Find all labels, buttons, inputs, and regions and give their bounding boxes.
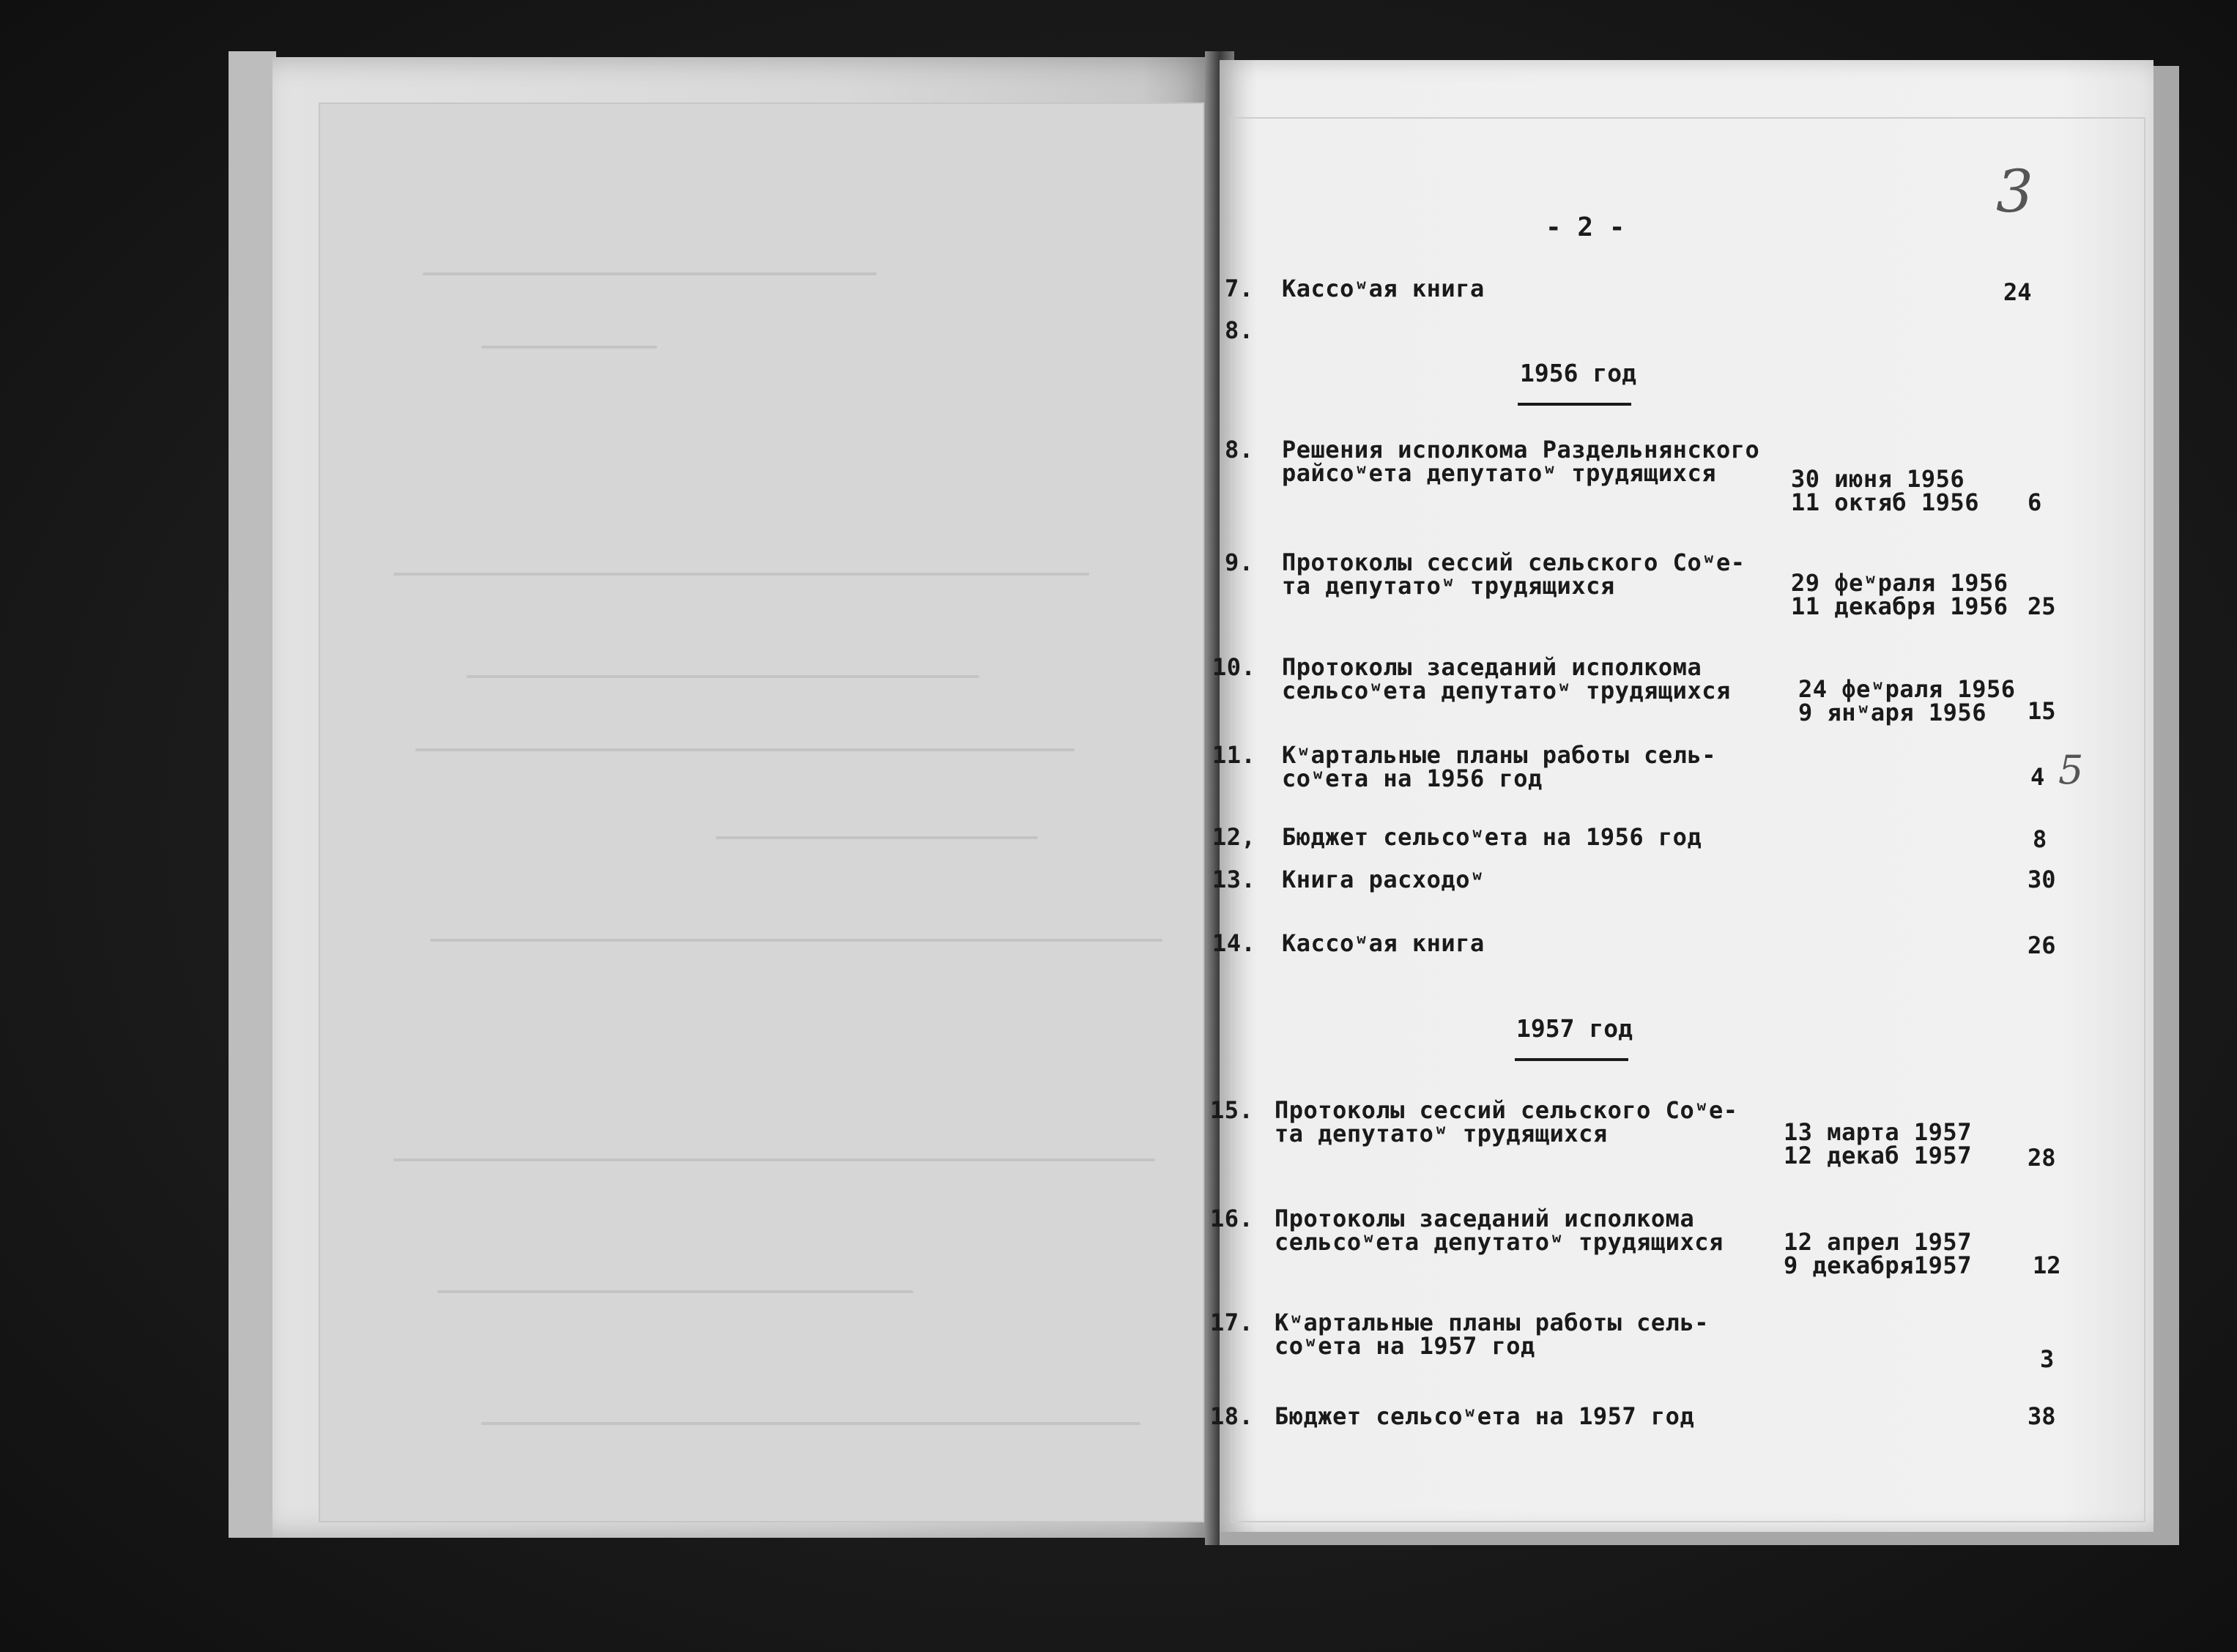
bleed-through-line	[437, 1290, 913, 1293]
entry-number: 16.	[1210, 1205, 1254, 1232]
entry-sheets: 25	[2028, 592, 2056, 620]
entry-sheets: 24	[2003, 278, 2032, 306]
entry-sheets: 15	[2028, 697, 2056, 725]
entry-sheets: 8	[2033, 825, 2047, 853]
entry-title: Кассоʷая книга	[1282, 275, 1485, 302]
entry-title: Кʷартальные планы работы сель- соʷета на 1957 год	[1275, 1309, 1709, 1360]
entry-number: 8.	[1225, 436, 1254, 464]
bleed-through-line	[716, 836, 1038, 839]
pencil-folio-number: 3	[1996, 157, 2033, 226]
entry-dates: 12 апрел 1957 9 декабря1957	[1784, 1228, 1972, 1279]
entry-title: Бюджет сельсоʷета на 1957 год	[1275, 1402, 1695, 1430]
bleed-through-line	[481, 346, 657, 349]
book-cover-edge	[229, 51, 276, 1538]
section-underline	[1515, 1058, 1628, 1061]
entry-sheets: 28	[2028, 1144, 2056, 1172]
section-heading-1957: 1957 год	[1516, 1014, 1633, 1043]
entry-sheets: 26	[2028, 931, 2056, 959]
bleed-through-line	[423, 272, 877, 275]
entry-sheets: 30	[2028, 866, 2056, 893]
entry-sheets: 38	[2028, 1402, 2056, 1430]
entry-number: 14.	[1212, 929, 1256, 957]
entry-number: 7.	[1225, 275, 1254, 302]
entry-title: Протоколы сессий сельского Соʷе- та депутатоʷ трудящихся	[1282, 548, 1746, 600]
entry-number: 17.	[1210, 1309, 1254, 1336]
left-page-bleedthrough	[319, 103, 1204, 1522]
bleed-through-line	[481, 1422, 1140, 1425]
entry-title: Решения исполкома Раздельнянского райсоʷета депутатоʷ трудящихся	[1282, 436, 1760, 487]
entry-title: Протоколы заседаний исполкома сельсоʷета депутатоʷ трудящихся	[1282, 653, 1731, 704]
entry-title: Кассоʷая книга	[1282, 929, 1485, 957]
entry-dates: 13 марта 1957 12 декаб 1957	[1784, 1118, 1972, 1169]
bleed-through-line	[393, 573, 1089, 576]
entry-dates: 29 феʷраля 1956 11 декабря 1956	[1791, 569, 2008, 620]
entry-dates: 30 июня 1956 11 октяб 1956	[1791, 465, 1979, 516]
entry-dates: 24 феʷраля 1956 9 янʷаря 1956	[1798, 675, 2016, 726]
entry-number: 18.	[1210, 1402, 1254, 1430]
entry-title: Протоколы заседаний исполкома сельсоʷета депутатоʷ трудящихся	[1275, 1205, 1724, 1256]
entry-title: Книга расходоʷ	[1282, 866, 1485, 893]
entry-sheets: 6	[2028, 488, 2042, 516]
entry-number: 10.	[1212, 653, 1256, 681]
bleed-through-line	[393, 1158, 1155, 1161]
entry-number: 8.	[1225, 316, 1254, 344]
section-underline	[1518, 403, 1631, 406]
entry-sheets: 12	[2033, 1251, 2061, 1279]
pencil-correction: 5	[2058, 747, 2084, 793]
entry-title: Кʷартальные планы работы сель- соʷета на 1956 год	[1282, 741, 1716, 792]
entry-title: Бюджет сельсоʷета на 1956 год	[1282, 823, 1702, 851]
page-number: - 2 -	[1546, 212, 1625, 242]
bleed-through-line	[430, 939, 1162, 942]
entry-sheets: 3	[2040, 1345, 2055, 1373]
entry-title: Протоколы сессий сельского Соʷе- та депутатоʷ трудящихся	[1275, 1096, 1738, 1147]
entry-number: 12,	[1212, 823, 1256, 851]
entry-number: 9.	[1225, 548, 1254, 576]
bleed-through-line	[415, 748, 1075, 751]
section-heading-1956: 1956 год	[1520, 359, 1636, 387]
entry-number: 11.	[1212, 741, 1256, 769]
entry-number: 15.	[1210, 1096, 1254, 1124]
entry-sheets: 4	[2030, 763, 2045, 791]
bleed-through-line	[467, 675, 979, 678]
entry-number: 13.	[1212, 866, 1256, 893]
